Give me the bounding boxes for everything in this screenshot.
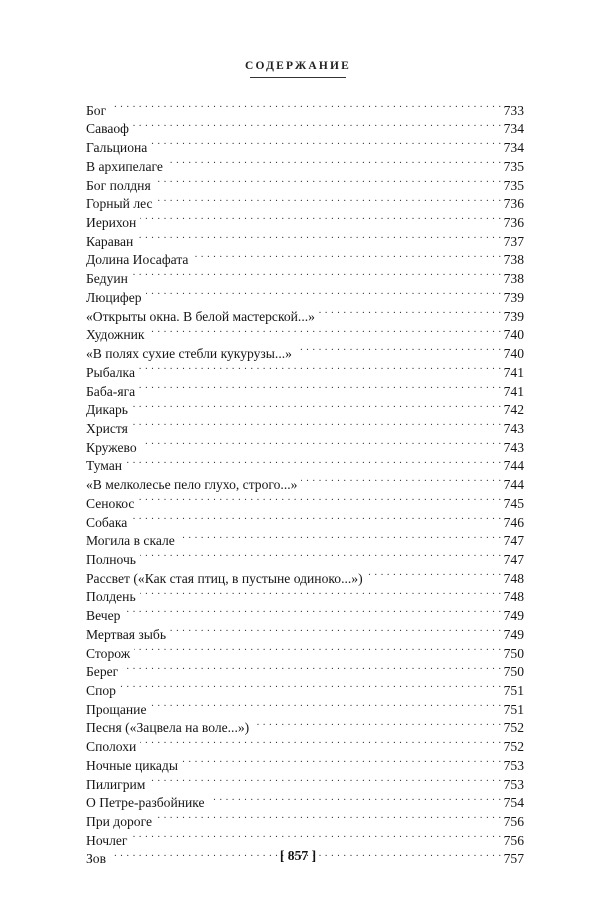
toc-entry-title: При дороге [86,814,153,830]
toc-entry [86,751,524,773]
dot-leader [151,695,502,714]
dot-leader [132,826,502,845]
toc-entry-title: Полночь [86,551,136,567]
toc-entry-title: Люцифер [86,289,142,305]
toc-entry-title: Кружево [86,439,137,455]
toc-entry-title: «В мелколесье пело глухо, строго...» [86,477,298,493]
toc-entry-page: 752 [503,739,524,755]
toc-entry [86,470,524,493]
dot-leader [209,789,502,808]
dot-leader [139,358,502,377]
toc-entry [86,564,524,586]
toc-entry [86,246,524,268]
toc-entry-title: Сенокос [86,495,135,511]
toc-entry-page: 749 [503,626,524,642]
dot-leader [141,433,502,452]
toc-entry-page: 756 [503,832,524,848]
toc-entry-page: 750 [503,645,524,661]
toc-entry-title: Горный лес [86,196,153,212]
toc-entry-title: Бедуин [86,271,128,287]
toc-entry [86,283,524,305]
dot-leader [132,414,502,433]
toc-entry-page: 737 [503,233,524,249]
toc-entry [86,339,524,362]
toc-entry [86,302,524,324]
toc-entry [86,489,524,511]
toc-entry-page: 735 [503,177,524,193]
toc-entry-page: 751 [503,701,524,717]
toc-entry-title: Пилигрим [86,776,146,792]
toc-entry-title: Могила в скале [86,533,175,549]
toc-entry [86,452,524,474]
dot-leader [110,96,501,115]
dot-leader [122,658,501,677]
toc-entry-page: 756 [503,814,524,830]
dot-leader [120,676,502,695]
dot-leader [126,452,502,471]
dot-leader [157,190,502,209]
toc-entry [86,770,524,792]
toc-entry-title: Мертвая зыбь [86,626,167,642]
toc-entry-title: Ночлег [86,832,128,848]
toc-entry [86,695,524,717]
dot-leader [170,620,502,639]
toc-entry [86,601,524,624]
toc-entry-title: «Открыты окна. В белой мастерской...» [86,308,315,324]
dot-leader [140,208,501,227]
dot-leader [131,508,501,527]
dot-leader [140,732,501,751]
dot-leader [146,283,502,302]
dot-leader [167,152,502,171]
toc-entry [86,208,524,231]
toc-entry [86,658,524,680]
dot-leader [132,264,502,283]
dot-leader [319,302,502,321]
dot-leader [179,527,502,546]
dot-leader [148,321,501,340]
toc-entry-title: Сполохи [86,739,137,755]
toc-entry-page: 738 [503,252,524,268]
toc-entry-title: Вечер [86,608,121,624]
toc-entry-title: Собака [86,514,128,530]
toc-entry-page: 740 [503,346,524,362]
toc-entry-page: 741 [503,364,524,380]
dot-leader [138,489,501,508]
toc-entry-title: Долина Иосафата [86,252,189,268]
toc-entry-title: Зов [86,851,107,867]
toc-entry [86,96,524,118]
toc-entry-title: Спор [86,683,116,698]
toc-entry [86,508,524,530]
toc-entry [86,133,524,156]
dot-leader [149,770,501,789]
toc-entry-page: 753 [503,757,524,773]
dot-leader [156,807,502,826]
page-number: [ 857 ] [279,848,317,863]
toc-entry-page: 734 [503,140,524,156]
toc-entry [86,676,524,698]
toc-entry-page: 753 [503,776,524,792]
toc-entry [86,321,524,343]
toc-entry-title: Полдень [86,589,136,605]
toc-entry-title: Гальциона [86,140,148,156]
toc-entry [86,115,524,137]
toc-entry-page: 742 [503,402,524,418]
toc-entry-page: 752 [503,720,524,736]
toc-entry-page: 733 [503,102,524,118]
toc-entry-title: Прощание [86,701,147,717]
toc-entry-page: 739 [503,289,524,305]
toc-entry [86,396,524,418]
dot-leader [301,470,501,489]
toc-entry [86,545,524,567]
dot-leader [137,227,501,246]
toc-entry-title: Дикарь [86,402,128,418]
toc-entry-page: 735 [503,158,524,174]
dot-leader [182,751,502,770]
toc-entry [86,264,524,287]
toc-entry-title: Христя [86,420,128,436]
dot-leader [140,583,502,602]
toc-entry-page: 744 [503,477,524,493]
toc-entry-page: 743 [503,439,524,455]
section-title: СОДЕРЖАНИЕ [244,60,352,72]
toc-entry-title: Песня («Зацвела на воле...») [86,720,250,736]
toc-entry-page: 745 [503,495,524,511]
dot-leader [253,714,501,733]
toc-entry-page: 747 [503,551,524,567]
toc-entry-page: 736 [503,196,524,212]
toc-entry [86,826,524,848]
toc-entry [86,527,524,549]
toc-entry-page: 751 [503,683,524,698]
dot-leader [192,246,501,265]
toc-entry-page: 741 [503,383,524,399]
toc-entry-page: 736 [503,215,524,231]
toc-entry-page: 748 [503,589,524,605]
toc-entry [86,789,524,811]
running-header [0,60,596,78]
dot-leader [296,339,502,358]
dot-leader [151,133,501,152]
toc-entry-page: 757 [503,851,524,867]
toc-entry-page: 739 [503,308,524,324]
toc-entry-page: 746 [503,514,524,530]
toc-entry-page: 740 [503,327,524,343]
dot-leader [139,377,501,396]
toc-entry-page: 754 [503,795,524,811]
toc-entry [86,639,524,661]
toc-entry [86,583,524,605]
toc-entry-title: Бог полдня [86,177,151,193]
toc-entry-page: 734 [503,121,524,137]
table-of-contents [86,96,524,867]
dot-leader [367,564,502,583]
toc-entry-title: Баба-яга [86,383,136,399]
toc-entry-page: 738 [503,271,524,287]
toc-entry-title: Бог [86,102,107,118]
toc-entry-title: Ночные цикады [86,757,178,773]
toc-entry-title: О Петре-разбойнике [86,795,205,811]
toc-entry [86,377,524,399]
toc-entry-title: Рассвет («Как стая птиц, в пустыне одиноко...») [86,570,363,586]
toc-entry [86,620,524,642]
dot-leader [134,639,502,658]
toc-entry [86,358,524,380]
toc-entry [86,714,524,736]
toc-entry-title: Художник [86,327,145,343]
dot-leader [133,115,502,134]
toc-entry-title: «В полях сухие стебли кукурузы...» [86,346,292,362]
toc-entry [86,414,524,436]
dot-leader [124,601,501,620]
toc-entry [86,227,524,249]
toc-entry-page: 744 [503,458,524,474]
toc-entry [86,433,524,455]
toc-entry-title: Сторож [86,645,131,661]
toc-entry-title: Караван [86,233,134,249]
toc-entry-title: Рыбалка [86,364,135,380]
toc-entry-page: 749 [503,608,524,624]
toc-entry-title: Иерихон [86,215,137,231]
toc-entry-title: В архипелаге [86,158,163,174]
toc-entry-page: 743 [503,420,524,436]
toc-entry-page: 747 [503,533,524,549]
toc-entry-page: 748 [503,570,524,586]
dot-leader [155,171,502,190]
toc-entry [86,732,524,755]
dot-leader [140,545,502,564]
toc-entry-title: Саваоф [86,121,129,137]
header-divider [250,77,346,78]
toc-entry-page: 750 [503,664,524,680]
toc-entry [86,152,524,174]
dot-leader [132,396,502,415]
toc-entry-title: Туман [86,458,123,474]
toc-entry-title: Берег [86,664,119,680]
